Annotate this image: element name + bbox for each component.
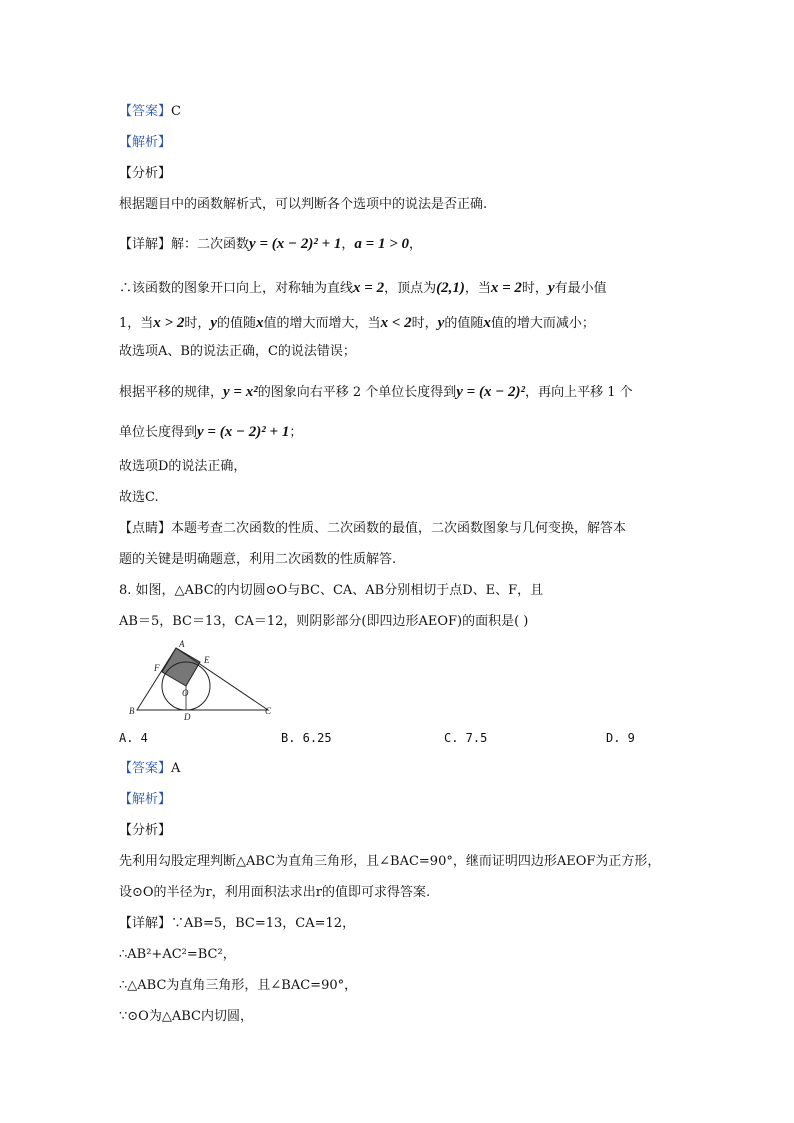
q8-detail-line-4: ∵⊙O为△ABC内切圆，: [119, 1009, 253, 1024]
triangle-abc: [137, 648, 268, 710]
formula: y: [210, 315, 218, 331]
label-f: F: [154, 663, 160, 673]
q7-fenxi-tag: 【分析】: [119, 166, 172, 181]
formula: x = 2: [490, 280, 522, 296]
label-d: D: [184, 712, 191, 720]
formula: x = 2: [353, 280, 385, 296]
formula: x < 2: [380, 315, 412, 331]
label-b: B: [129, 706, 135, 716]
formula: y = (x − 2)²: [456, 384, 526, 400]
formula: y: [437, 315, 445, 331]
answer-tag: 【答案】: [119, 761, 172, 776]
q7-detail-line-5: 根据平移的规律，y = x²的图象向右平移 2 个单位长度得到y = (x − 2)²，再向上平移 1 个: [119, 384, 633, 400]
q7-answer-line: [119, 103, 181, 121]
q8-option-d: D. 9: [606, 731, 635, 745]
comment-tag: 【点睛】: [119, 521, 172, 536]
q8-figure: [125, 638, 285, 720]
q8-analysis-tag: 【解析】: [119, 792, 172, 807]
shaded-quad-aeof: [162, 648, 200, 686]
q7-detail-line-8: 故选C.: [119, 490, 159, 505]
q8-fenxi-line-2: 设⊙O的半径为r，利用面积法求出r的值即可求得答案.: [119, 885, 431, 900]
formula: y = (x − 2)² + 1: [249, 236, 342, 252]
q7-analysis-tag: 【解析】: [119, 135, 172, 150]
q7-detail-line-6: 单位长度得到y = (x − 2)² + 1；: [119, 424, 303, 440]
detail-tag: 【详解】: [119, 916, 172, 931]
q8-fenxi-line-1: 先利用勾股定理判断△ABC为直角三角形，且∠BAC=90°，继而证明四边形AEOF为正方形，: [119, 854, 661, 869]
q7-comment-line-2: 题的关键是明确题意，利用二次函数的性质解答.: [119, 552, 397, 567]
formula: y = x²: [223, 384, 258, 400]
label-e: E: [204, 655, 210, 665]
formula: x > 2: [153, 315, 185, 331]
q8-fenxi-tag: 【分析】: [119, 823, 172, 838]
q8-detail-line-1: 【详解】∵AB=5，BC=13，CA=12，: [119, 916, 356, 931]
formula: a = 1 > 0: [354, 236, 409, 252]
formula: (2,1): [436, 280, 465, 296]
q8-option-c: C. 7.5: [444, 731, 488, 745]
q7-fenxi-text: 根据题目中的函数解析式，可以判断各个选项中的说法是否正确.: [119, 197, 488, 212]
formula: y: [547, 280, 555, 296]
q8-answer-line: [119, 760, 180, 778]
formula: x: [483, 315, 491, 331]
q8-stem-line-1: 8. 如图，△ABC的内切圆⊙O与BC、CA、AB分别相切于点D、E、F，且: [119, 583, 544, 598]
q8-detail-line-2: ∴AB²+AC²=BC²，: [119, 947, 236, 962]
q8-answer: A: [171, 761, 181, 776]
q8-option-b: B. 6.25: [281, 731, 332, 745]
formula: y = (x − 2)² + 1: [197, 424, 290, 440]
answer-tag: 【答案】: [119, 104, 172, 119]
q7-detail-line-3: 1，当x > 2时，y的值随x值的增大而增大，当x < 2时，y的值随x值的增大而减小；: [119, 315, 595, 331]
label-c: C: [265, 706, 272, 716]
q7-comment-line-1: 【点睛】本题考查二次函数的性质、二次函数的最值，二次函数图象与几何变换，解答本: [119, 521, 627, 536]
q7-detail-line-1: 【详解】解：二次函数y = (x − 2)² + 1，a = 1 > 0，: [119, 236, 423, 252]
label-o: O: [182, 688, 189, 698]
q7-detail-line-4: 故选项A、B的说法正确，C的说法错误；: [119, 344, 356, 359]
q8-detail-line-3: ∴△ABC为直角三角形，且∠BAC=90°，: [119, 978, 358, 993]
formula: x: [256, 315, 264, 331]
q8-option-a: A. 4: [119, 731, 148, 745]
q7-detail-line-2: ∴该函数的图象开口向上，对称轴为直线x = 2，顶点为(2,1)，当x = 2时，y有最小值: [119, 280, 607, 296]
q8-stem-line-2: AB＝5，BC＝13，CA＝12，则阴影部分(即四边形AEOF)的面积是( ): [119, 614, 529, 629]
q7-detail-line-7: 故选项D的说法正确，: [119, 459, 247, 474]
label-a: A: [179, 639, 185, 649]
q7-answer: C: [171, 104, 181, 119]
detail-tag: 【详解】: [119, 237, 172, 252]
